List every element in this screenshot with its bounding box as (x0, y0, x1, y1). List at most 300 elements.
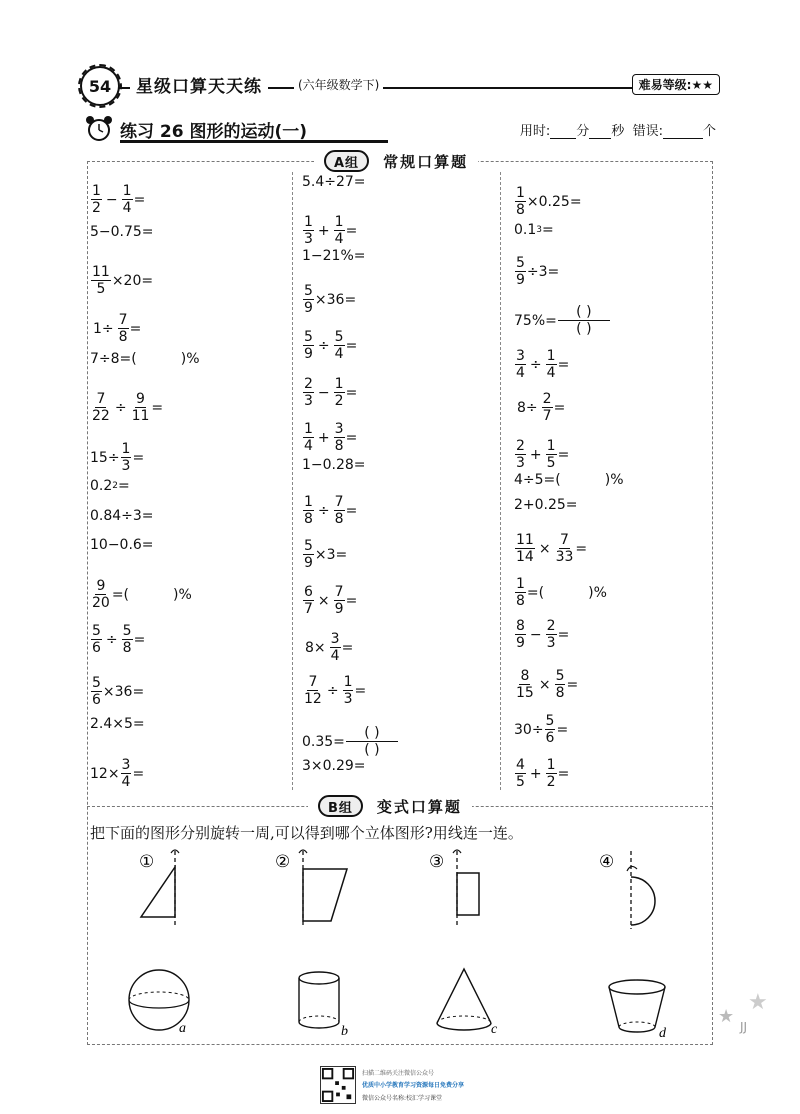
expression-text: 1−0.28= (302, 457, 366, 473)
expression-text: ÷3= (526, 263, 560, 280)
denominator: ( ) (364, 742, 380, 758)
rotation-figures (87, 845, 713, 1045)
expression-text: ×36= (314, 291, 357, 308)
expression-text: 10−0.6= (90, 537, 154, 553)
numerator: 5 (304, 329, 313, 345)
denominator: 15 (516, 685, 534, 701)
expression-text: )% (173, 586, 192, 603)
denominator: 9 (304, 300, 313, 316)
expression-text: = (345, 222, 358, 239)
shape-1-label: ① (139, 852, 155, 871)
fraction (546, 439, 557, 470)
fraction (91, 265, 111, 296)
expression-text: 5.4÷27= (302, 174, 366, 190)
shape-3-rectangle[interactable] (429, 850, 479, 927)
qr-code-icon (320, 1066, 356, 1104)
fraction (515, 439, 526, 470)
numerator: 1 (516, 185, 525, 201)
expression-text: 0.2 (90, 478, 113, 494)
expression-text: ÷ (317, 502, 330, 519)
instruction: 把下面的图形分别旋转一周,可以得到哪个立体图形?用线连一连。 (90, 824, 523, 842)
denominator: 4 (516, 365, 525, 381)
time-error-fields (520, 120, 716, 139)
problem (90, 509, 154, 523)
denominator: 6 (92, 692, 101, 708)
column-divider (292, 172, 293, 790)
denominator: 8 (516, 202, 525, 218)
seconds-blank[interactable] (589, 125, 611, 139)
denominator: 33 (555, 549, 574, 565)
numerator: 2 (304, 376, 313, 392)
problem (514, 439, 569, 470)
fraction (91, 392, 111, 423)
fraction (515, 577, 526, 608)
fraction (555, 533, 575, 564)
fraction (334, 377, 345, 408)
expression-text: ÷ (105, 631, 118, 648)
expression-text: 3×0.29= (302, 758, 366, 774)
section-b-header (308, 795, 472, 817)
expression-text: − (105, 191, 118, 208)
numerator: 1 (334, 214, 344, 230)
denominator: 8 (334, 511, 344, 527)
fraction (91, 579, 111, 610)
problem (302, 215, 357, 246)
expression-text: = (129, 320, 142, 337)
expression-text: 4÷5=( (514, 472, 561, 488)
numerator: 2 (546, 618, 556, 634)
problem (514, 473, 624, 487)
numerator: 1 (121, 441, 131, 457)
expression-text: 0.84÷3= (90, 508, 154, 524)
denominator: 3 (516, 455, 525, 471)
problem (302, 726, 399, 757)
expression-text: )% (180, 351, 200, 367)
expression-text: ÷ (317, 337, 330, 354)
expression-text: ×3= (314, 546, 348, 563)
fraction (118, 313, 129, 344)
denominator: 8 (304, 511, 313, 527)
shape-2-trapezoid[interactable] (275, 850, 347, 927)
denominator: 14 (516, 549, 534, 565)
book-title: 星级口算天天练 (130, 72, 268, 97)
fraction (546, 619, 557, 650)
denominator: 2 (546, 774, 556, 790)
title-underline (120, 140, 388, 143)
expression-text: = (133, 631, 146, 648)
denominator: 3 (343, 691, 353, 707)
fraction (515, 669, 535, 700)
footer (320, 1066, 520, 1108)
denominator: 22 (92, 408, 110, 424)
fraction (122, 624, 133, 655)
numerator: 5 (555, 668, 565, 684)
expression-text: )% (588, 584, 607, 601)
numerator: 6 (304, 584, 313, 600)
fraction (122, 184, 133, 215)
fraction (334, 585, 345, 616)
numerator: 9 (136, 391, 145, 407)
problem (302, 422, 357, 453)
expression-text: = (133, 191, 146, 208)
numerator: 7 (308, 674, 318, 690)
fraction (515, 758, 526, 789)
expression-text: 2.4×5= (90, 716, 145, 732)
minutes-blank[interactable] (550, 125, 576, 139)
exponent: 3 (536, 224, 542, 235)
denominator: 4 (304, 438, 313, 454)
fraction (334, 330, 345, 361)
problem (302, 377, 357, 408)
fraction (515, 186, 526, 217)
problem (90, 184, 145, 215)
denominator: 4 (122, 200, 132, 216)
denominator: 9 (516, 635, 525, 651)
problem (302, 675, 366, 706)
expression-text: 8÷ (517, 399, 538, 416)
alarm-clock-icon (84, 116, 114, 142)
problem (514, 619, 569, 650)
expression-text: + (317, 222, 330, 239)
expression-text: 15÷ (90, 449, 120, 466)
denominator: 4 (121, 774, 131, 790)
denominator: 5 (546, 455, 556, 471)
denominator: 12 (304, 691, 322, 707)
problem (514, 186, 582, 217)
numerator: 5 (545, 713, 555, 729)
fraction (303, 585, 314, 616)
denominator: 11 (131, 408, 150, 424)
numerator: 5 (516, 255, 525, 271)
expression-text: = (553, 399, 566, 416)
expression-text: )% (604, 472, 624, 488)
expression-text: = (345, 384, 358, 401)
expression-text: × (317, 592, 330, 609)
problem (514, 714, 568, 745)
denominator: 8 (334, 438, 344, 454)
shape-2-label: ② (275, 852, 291, 871)
problem (302, 249, 366, 263)
denominator: 4 (546, 365, 556, 381)
problem (90, 624, 145, 655)
expression-text: 12× (90, 765, 120, 782)
second-unit: 秒 (611, 124, 625, 139)
fraction (303, 377, 314, 408)
answer-fraction-blank[interactable] (558, 305, 610, 336)
numerator: 2 (516, 438, 525, 454)
expression-text: ×0.25= (526, 193, 582, 210)
expression-text: = (566, 676, 579, 693)
numerator: 3 (334, 421, 344, 437)
problem (514, 349, 569, 380)
expression-text: = (542, 222, 554, 238)
expression-text: = (341, 639, 354, 656)
problem (514, 577, 607, 608)
book-subtitle: (六年级数学下) (294, 76, 383, 93)
problem (514, 305, 611, 336)
footer-line-2: 优质中小学教育学习资源每日免费分享 (362, 1082, 465, 1089)
denominator: 9 (516, 272, 525, 288)
numerator: 5 (122, 623, 132, 639)
numerator: 5 (334, 329, 344, 345)
solid-c-label: c (491, 1022, 498, 1037)
shape-4-semicircle[interactable] (599, 851, 655, 929)
numerator: 3 (516, 348, 525, 364)
fraction (515, 619, 526, 650)
fraction (542, 392, 553, 423)
numerator: 5 (92, 675, 101, 691)
fraction (303, 330, 314, 361)
expression-text: 0.1 (514, 222, 537, 238)
denominator: 7 (542, 408, 552, 424)
numerator: 1 (546, 348, 556, 364)
solid-c-cone[interactable] (437, 969, 498, 1037)
denominator: 8 (516, 593, 525, 609)
fraction (303, 539, 314, 570)
expression-text: = (345, 429, 358, 446)
exercise-header (80, 116, 720, 142)
expression-text: − (529, 626, 542, 643)
denominator: 8 (122, 640, 132, 656)
expression-text: 1÷ (93, 320, 114, 337)
numerator: 7 (560, 532, 569, 548)
expression-text: = (354, 682, 367, 699)
expression-text: =( (526, 584, 545, 601)
numerator: 1 (334, 376, 344, 392)
problem (302, 175, 366, 189)
expression-text: = (118, 478, 130, 494)
shape-1-triangle[interactable] (139, 850, 179, 927)
numerator: 8 (516, 618, 525, 634)
numerator: 8 (520, 668, 530, 684)
numerator: 1 (304, 494, 313, 510)
problem (514, 533, 587, 564)
problem (90, 538, 154, 552)
problem (90, 479, 130, 493)
expression-text: = (557, 446, 570, 463)
numerator: 5 (92, 623, 101, 639)
column-divider (500, 172, 501, 790)
expression-text: ÷ (114, 399, 127, 416)
numerator: 1 (546, 757, 556, 773)
time-label: 用时: (519, 124, 551, 139)
expression-text: ×20= (111, 272, 154, 289)
problem (90, 442, 144, 473)
problem (90, 717, 145, 731)
numerator: 5 (304, 283, 313, 299)
denominator: 4 (330, 648, 340, 664)
fraction (303, 422, 314, 453)
problem (514, 392, 565, 423)
denominator: 9 (304, 555, 313, 571)
denominator: 4 (334, 231, 344, 247)
problem (302, 585, 357, 616)
denominator: 9 (334, 601, 344, 617)
numerator: 1 (304, 214, 313, 230)
numerator: 11 (92, 264, 110, 280)
fraction (121, 758, 132, 789)
problem (90, 352, 200, 366)
group-b-badge: B组 (318, 795, 363, 817)
exercise-title: 练习 26 图形的运动(一) (120, 122, 308, 142)
fraction (515, 349, 526, 380)
shape-3-label: ③ (429, 852, 445, 871)
denominator: ( ) (576, 321, 592, 337)
footer-line-3: 微信公众号名称:校汇学习课堂 (362, 1095, 443, 1102)
footer-line-1: 扫描二维码关注微信公众号 (362, 1070, 435, 1077)
problem (302, 632, 353, 663)
problem (302, 495, 357, 526)
numerator: 1 (122, 183, 132, 199)
numerator: 2 (542, 391, 552, 407)
fraction (303, 675, 323, 706)
problem (514, 498, 578, 512)
shape-4-label: ④ (599, 852, 615, 871)
expression-text: = (557, 356, 570, 373)
problem (90, 392, 163, 423)
fraction (303, 284, 314, 315)
denominator: 9 (304, 346, 313, 362)
solid-d-frustum[interactable] (609, 980, 667, 1041)
fraction (343, 675, 354, 706)
book-header (80, 66, 720, 106)
solid-b-label: b (341, 1024, 348, 1039)
numerator: 5 (304, 538, 313, 554)
fraction (91, 676, 102, 707)
section-a-header (314, 150, 478, 172)
expression-text: = (575, 540, 588, 557)
fraction (91, 624, 102, 655)
expression-text: 8× (305, 639, 326, 656)
rotate-arrow-icon (627, 866, 637, 871)
problem (514, 669, 578, 700)
denominator: 3 (121, 458, 131, 474)
expression-text: ×36= (102, 683, 145, 700)
expression-text: 0.35= (302, 733, 345, 750)
expression-text: × (538, 540, 551, 557)
solid-a-label: a (179, 1021, 186, 1036)
fraction (515, 533, 535, 564)
numerator: 3 (330, 631, 340, 647)
group-a-badge: A组 (324, 150, 369, 172)
section-b-title: 变式口算题 (376, 797, 462, 816)
problem (90, 225, 154, 239)
solid-b-cylinder[interactable] (299, 972, 348, 1039)
fraction (121, 442, 132, 473)
expression-text: = (557, 765, 570, 782)
denominator: 6 (92, 640, 101, 656)
expression-text: × (538, 676, 551, 693)
expression-text: = (132, 765, 145, 782)
expression-text: = (345, 337, 358, 354)
numerator: 3 (121, 757, 131, 773)
errors-unit: 个 (702, 124, 716, 139)
fraction (303, 215, 314, 246)
expression-text: ÷ (529, 356, 542, 373)
expression-text: + (529, 765, 542, 782)
expression-text: = (132, 449, 145, 466)
errors-label: 错误: (632, 124, 663, 139)
denominator: 2 (334, 393, 344, 409)
problem (90, 676, 144, 707)
expression-text: 5−0.75= (90, 224, 154, 240)
problem (514, 256, 559, 287)
numerator: 4 (516, 757, 525, 773)
denominator: 3 (304, 393, 313, 409)
expression-text: + (529, 446, 542, 463)
numerator: 1 (92, 183, 101, 199)
problem (302, 284, 356, 315)
numerator: 1 (343, 674, 353, 690)
fraction (545, 714, 556, 745)
answer-fraction-blank[interactable] (346, 726, 398, 757)
section-a-title: 常规口算题 (383, 152, 469, 171)
expression-text: =( (111, 586, 130, 603)
problem (302, 330, 357, 361)
denominator: 3 (546, 635, 556, 651)
numerator: 11 (516, 532, 534, 548)
numerator: 1 (304, 421, 313, 437)
expression-text: + (317, 429, 330, 446)
solid-d-label: d (659, 1026, 666, 1041)
fraction (515, 256, 526, 287)
expression-text: 7÷8=( (90, 351, 137, 367)
expression-text: 30÷ (514, 721, 544, 738)
fraction (546, 758, 557, 789)
errors-blank[interactable] (663, 125, 703, 139)
expression-text: = (345, 502, 358, 519)
fraction (555, 669, 566, 700)
expression-text: 1−21%= (302, 248, 366, 264)
solid-a-sphere[interactable] (129, 970, 189, 1036)
denominator: 6 (545, 730, 555, 746)
expression-text: ÷ (326, 682, 339, 699)
fraction (330, 632, 341, 663)
fraction (91, 184, 102, 215)
expression-text: 75%= (514, 312, 557, 329)
difficulty-badge (632, 74, 720, 95)
denominator: 3 (304, 231, 313, 247)
minute-unit: 分 (576, 124, 590, 139)
fraction (303, 495, 314, 526)
denominator: 20 (92, 595, 110, 611)
expression-text: 2+0.25= (514, 497, 578, 513)
problem (90, 758, 144, 789)
numerator: 9 (96, 578, 106, 594)
numerator: 7 (334, 494, 344, 510)
denominator: 8 (555, 685, 565, 701)
star-icon: ★ (748, 990, 768, 1015)
problem (90, 313, 141, 344)
numerator: 1 (516, 576, 525, 592)
difficulty-label: 难易等级: (638, 78, 692, 92)
problem (514, 223, 554, 237)
fraction (334, 422, 345, 453)
denominator: 8 (118, 329, 128, 345)
expression-text: = (556, 721, 569, 738)
fraction (334, 215, 345, 246)
denominator: 5 (516, 774, 525, 790)
problem (302, 458, 366, 472)
fraction (131, 392, 151, 423)
fraction (546, 349, 557, 380)
denominator: 2 (92, 200, 101, 216)
fraction (334, 495, 345, 526)
numerator: 1 (546, 438, 556, 454)
difficulty-stars: ★★ (691, 78, 713, 92)
problem (302, 759, 366, 773)
problem (90, 265, 153, 296)
